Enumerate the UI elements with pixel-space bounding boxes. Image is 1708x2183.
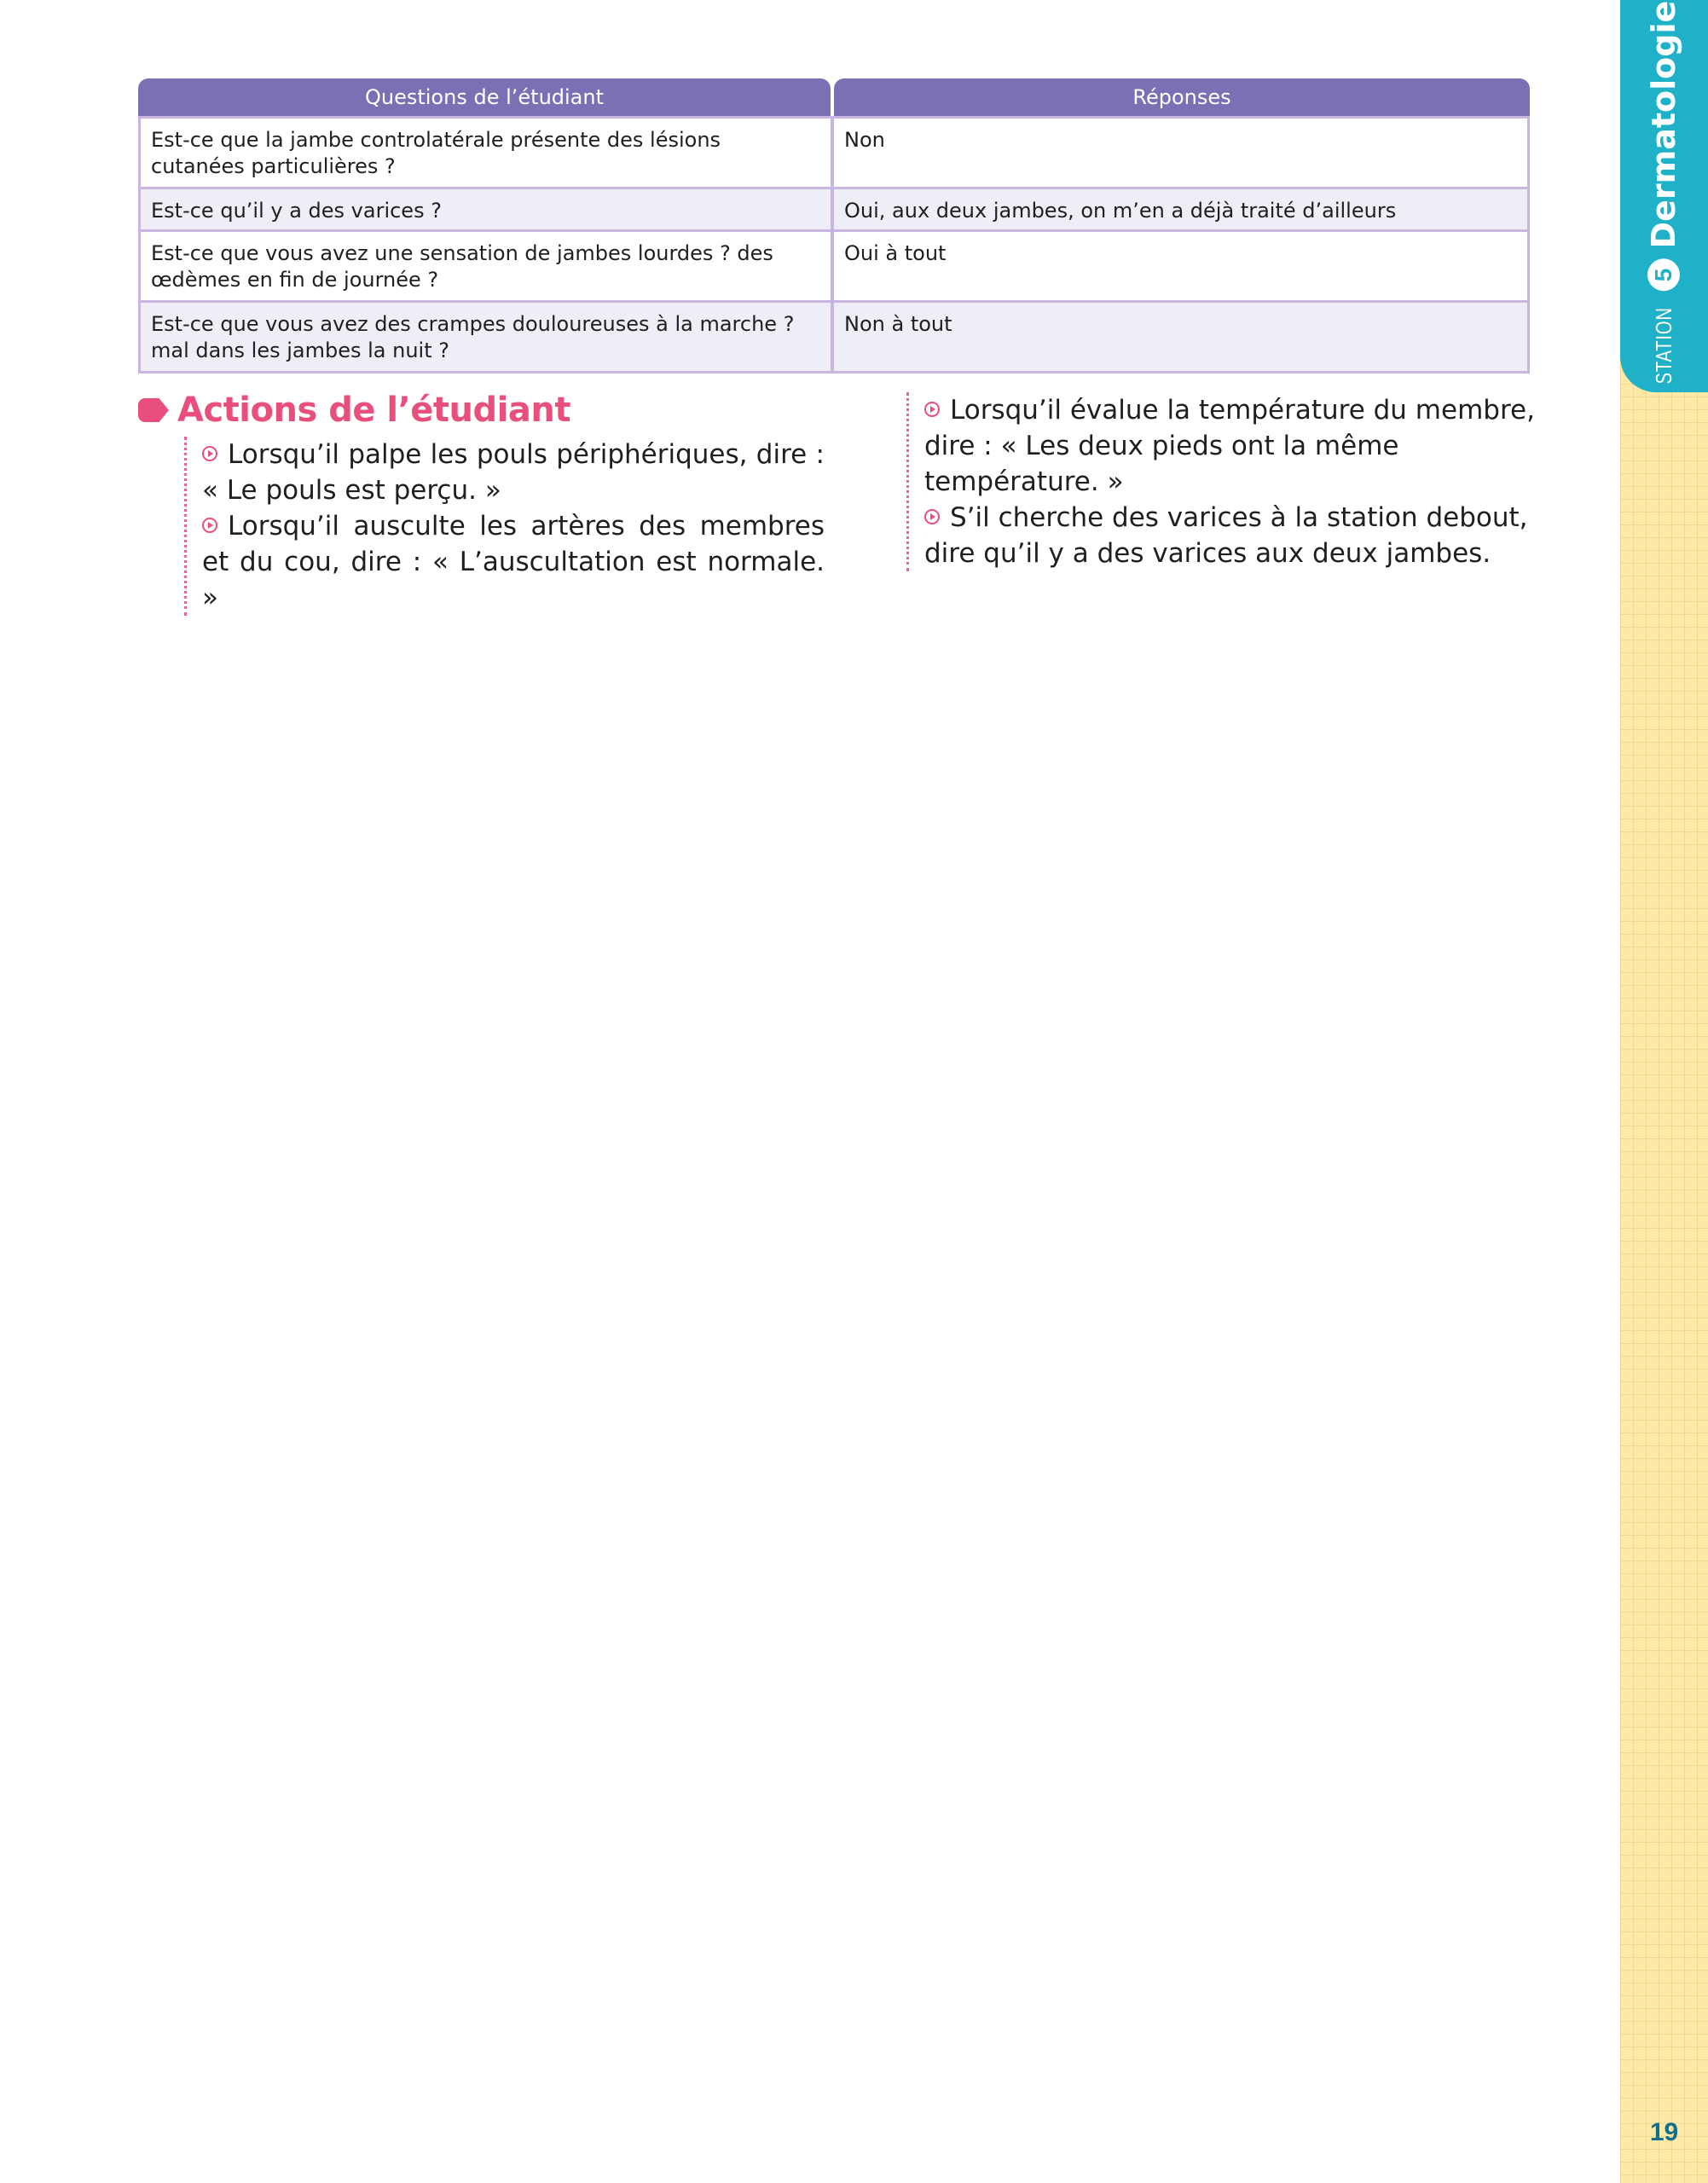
tag-marker-icon: [138, 398, 169, 422]
station-tab: [1620, 0, 1708, 392]
questions-answers-table: [138, 78, 1530, 373]
header-questions: Questions de l’étudiant: [138, 78, 831, 116]
action-item: [202, 508, 825, 616]
table-header-row: [138, 78, 1530, 116]
station-number-badge: 5: [1647, 258, 1680, 291]
actions-heading: [138, 391, 570, 430]
table-row: [138, 116, 1530, 189]
play-bullet-icon: [924, 402, 940, 417]
answer-cell: Non: [834, 116, 1530, 189]
actions-column-left: [184, 437, 825, 616]
question-cell: Est-ce que la jambe controlatérale présente des lésions cutanées particulières ?: [138, 116, 831, 189]
action-item: [924, 392, 1551, 500]
play-bullet-icon: [202, 446, 217, 461]
answer-cell: Non à tout: [834, 303, 1530, 373]
station-label: STATION: [1650, 307, 1676, 385]
question-cell: Est-ce que vous avez une sensation de jambes lourdes ? des œdèmes en fin de journée ?: [138, 232, 831, 303]
actions-heading-text: Actions de l’étudiant: [177, 391, 570, 430]
action-item: [202, 437, 825, 508]
action-text: Lorsqu’il ausculte les artères des membres et du cou, dire : « L’auscultation est normale. »: [202, 511, 825, 613]
play-bullet-icon: [202, 518, 217, 533]
question-cell: Est-ce que vous avez des crampes douloureuses à la marche ? mal dans les jambes la nuit ?: [138, 303, 831, 373]
chapter-title: Dermatologie: [1645, 0, 1682, 249]
play-bullet-icon: [924, 509, 940, 524]
header-answers: Réponses: [834, 78, 1530, 116]
action-text: Lorsqu’il évalue la température du membre, dire : « Les deux pieds ont la même température. »: [924, 395, 1535, 497]
answer-cell: Oui à tout: [834, 232, 1530, 303]
page-number: 19: [1649, 2118, 1679, 2146]
table-row: [138, 303, 1530, 373]
table-row: [138, 232, 1530, 303]
answer-cell: Oui, aux deux jambes, on m’en a déjà traité d’ailleurs: [834, 189, 1530, 232]
actions-column-right: [906, 392, 1551, 571]
table-row: [138, 189, 1530, 232]
action-item: [924, 500, 1551, 571]
action-text: S’il cherche des varices à la station debout, dire qu’il y a des varices aux deux jambes.: [924, 502, 1528, 569]
action-text: Lorsqu’il palpe les pouls périphériques, dire : « Le pouls est perçu. »: [202, 439, 825, 506]
question-cell: Est-ce qu’il y a des varices ?: [138, 189, 831, 232]
